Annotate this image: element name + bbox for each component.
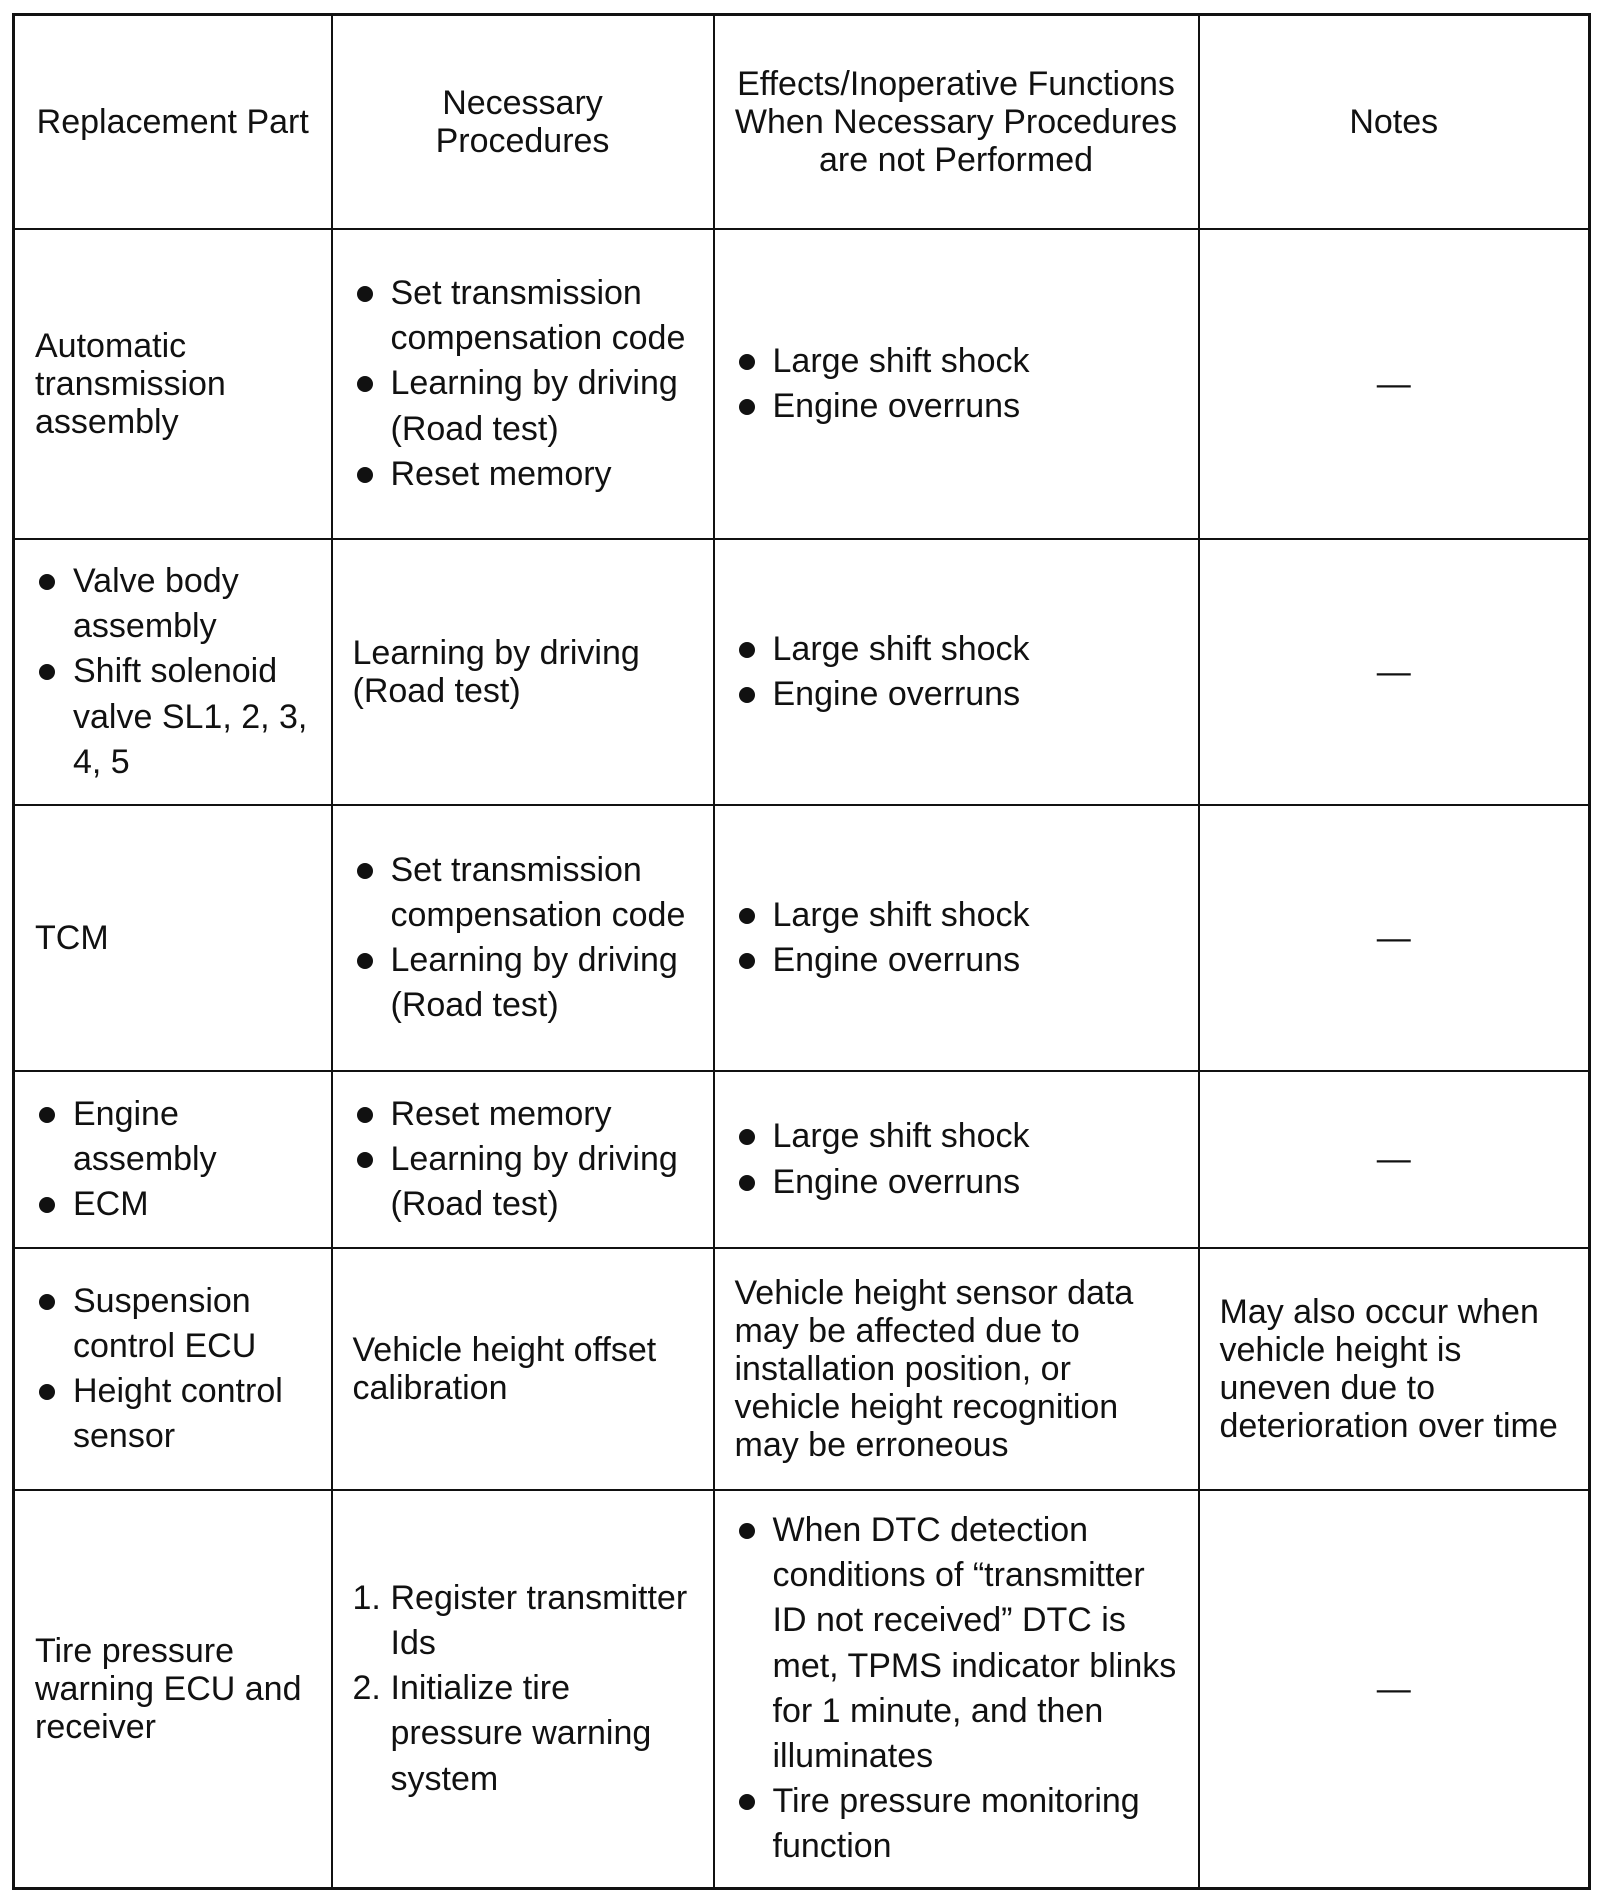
list-item: Valve body assembly: [35, 559, 311, 649]
table-row: [14, 539, 1590, 805]
notes-cell: [1199, 1071, 1590, 1248]
list-item: Large shift shock: [735, 893, 1178, 938]
table-row: [14, 1071, 1590, 1248]
part-cell: [14, 1490, 332, 1888]
notes-cell: [1199, 1490, 1590, 1888]
part-cell: [14, 539, 332, 805]
effects-list: [735, 339, 1178, 429]
header-notes: Notes: [1199, 15, 1590, 230]
procedures-list: [353, 271, 693, 497]
list-item: [353, 1576, 693, 1666]
notes-text: —: [1376, 1669, 1411, 1708]
procedures-cell: [332, 229, 714, 539]
item-text: Register transmitter Ids: [390, 1578, 688, 1662]
part-cell: [14, 1071, 332, 1248]
table-header-row: [14, 15, 1590, 230]
part-cell: [14, 1248, 332, 1490]
notes-text: —: [1376, 918, 1411, 957]
item-text: Initialize tire pressure warning system: [390, 1669, 652, 1798]
effects-list: [735, 1114, 1178, 1204]
notes-text: May also occur when vehicle height is uneven due to deterioration over time: [1219, 1292, 1558, 1446]
procedures-cell: [332, 805, 714, 1071]
part-list: [35, 1279, 311, 1460]
header-replacement-part: Replacement Part: [14, 15, 332, 230]
notes-cell: [1199, 805, 1590, 1071]
header-effects: Effects/Inoperative Functions When Necessary Procedures are not Performed: [714, 15, 1199, 230]
notes-cell: [1199, 539, 1590, 805]
list-item: Learning by driving (Road test): [353, 1137, 693, 1227]
table-row: [14, 805, 1590, 1071]
item-number: 1.: [352, 1578, 381, 1617]
part-text: Automatic transmission assembly: [35, 326, 226, 442]
list-item: Set transmission compensation code: [353, 848, 693, 938]
replacement-procedures-table: [12, 13, 1591, 1890]
list-item: Reset memory: [353, 452, 693, 497]
procedures-cell: [332, 1490, 714, 1888]
list-item: Learning by driving (Road test): [353, 938, 693, 1028]
list-item: Tire pressure monitoring function: [735, 1779, 1178, 1869]
list-item: Engine overruns: [735, 672, 1178, 717]
part-list: [35, 1092, 311, 1228]
effects-cell: [714, 1248, 1199, 1490]
procedures-cell: [332, 1248, 714, 1490]
list-item: Engine overruns: [735, 1160, 1178, 1205]
list-item: Engine assembly: [35, 1092, 311, 1182]
list-item: Large shift shock: [735, 627, 1178, 672]
effects-list: [735, 1508, 1178, 1870]
list-item: When DTC detection conditions of “transmitter ID not received” DTC is met, TPMS indicator blinks for 1 minute, and then illuminates: [735, 1508, 1178, 1779]
effects-cell: [714, 1490, 1199, 1888]
list-item: Large shift shock: [735, 339, 1178, 384]
effects-cell: [714, 805, 1199, 1071]
procedures-cell: [332, 539, 714, 805]
list-item: Height control sensor: [35, 1369, 311, 1459]
list-item: ECM: [35, 1182, 311, 1227]
effects-cell: [714, 539, 1199, 805]
procedures-text: Learning by driving (Road test): [352, 633, 640, 710]
list-item: Suspension control ECU: [35, 1279, 311, 1369]
notes-cell: [1199, 229, 1590, 539]
header-necessary-procedures: Necessary Procedures: [332, 15, 714, 230]
notes-text: —: [1376, 652, 1411, 691]
list-item: [353, 1666, 693, 1802]
procedures-numbered-list: [353, 1576, 693, 1802]
part-text: Tire pressure warning ECU and receiver: [35, 1631, 302, 1746]
effects-list: [735, 893, 1178, 983]
part-text: TCM: [35, 918, 109, 957]
procedures-list: [353, 1092, 693, 1228]
part-cell: [14, 229, 332, 539]
effects-cell: [714, 229, 1199, 539]
table-row: [14, 1490, 1590, 1888]
list-item: Large shift shock: [735, 1114, 1178, 1159]
procedures-list: [353, 848, 693, 1029]
procedures-cell: [332, 1071, 714, 1248]
effects-list: [735, 627, 1178, 717]
list-item: Learning by driving (Road test): [353, 361, 693, 451]
part-list: [35, 559, 311, 785]
procedures-text: Vehicle height offset calibration: [352, 1330, 657, 1407]
notes-text: —: [1376, 1140, 1411, 1179]
table-row: [14, 229, 1590, 539]
effects-cell: [714, 1071, 1199, 1248]
part-cell: [14, 805, 332, 1071]
list-item: Shift solenoid valve SL1, 2, 3, 4, 5: [35, 649, 311, 785]
list-item: Reset memory: [353, 1092, 693, 1137]
list-item: Engine overruns: [735, 384, 1178, 429]
list-item: Set transmission compensation code: [353, 271, 693, 361]
list-item: Engine overruns: [735, 938, 1178, 983]
table-row: [14, 1248, 1590, 1490]
notes-cell: [1199, 1248, 1590, 1490]
notes-text: —: [1376, 364, 1411, 403]
effects-text: Vehicle height sensor data may be affected due to installation position, or vehicle height recognition may be erroneous: [734, 1273, 1134, 1465]
item-number: 2.: [352, 1669, 381, 1708]
